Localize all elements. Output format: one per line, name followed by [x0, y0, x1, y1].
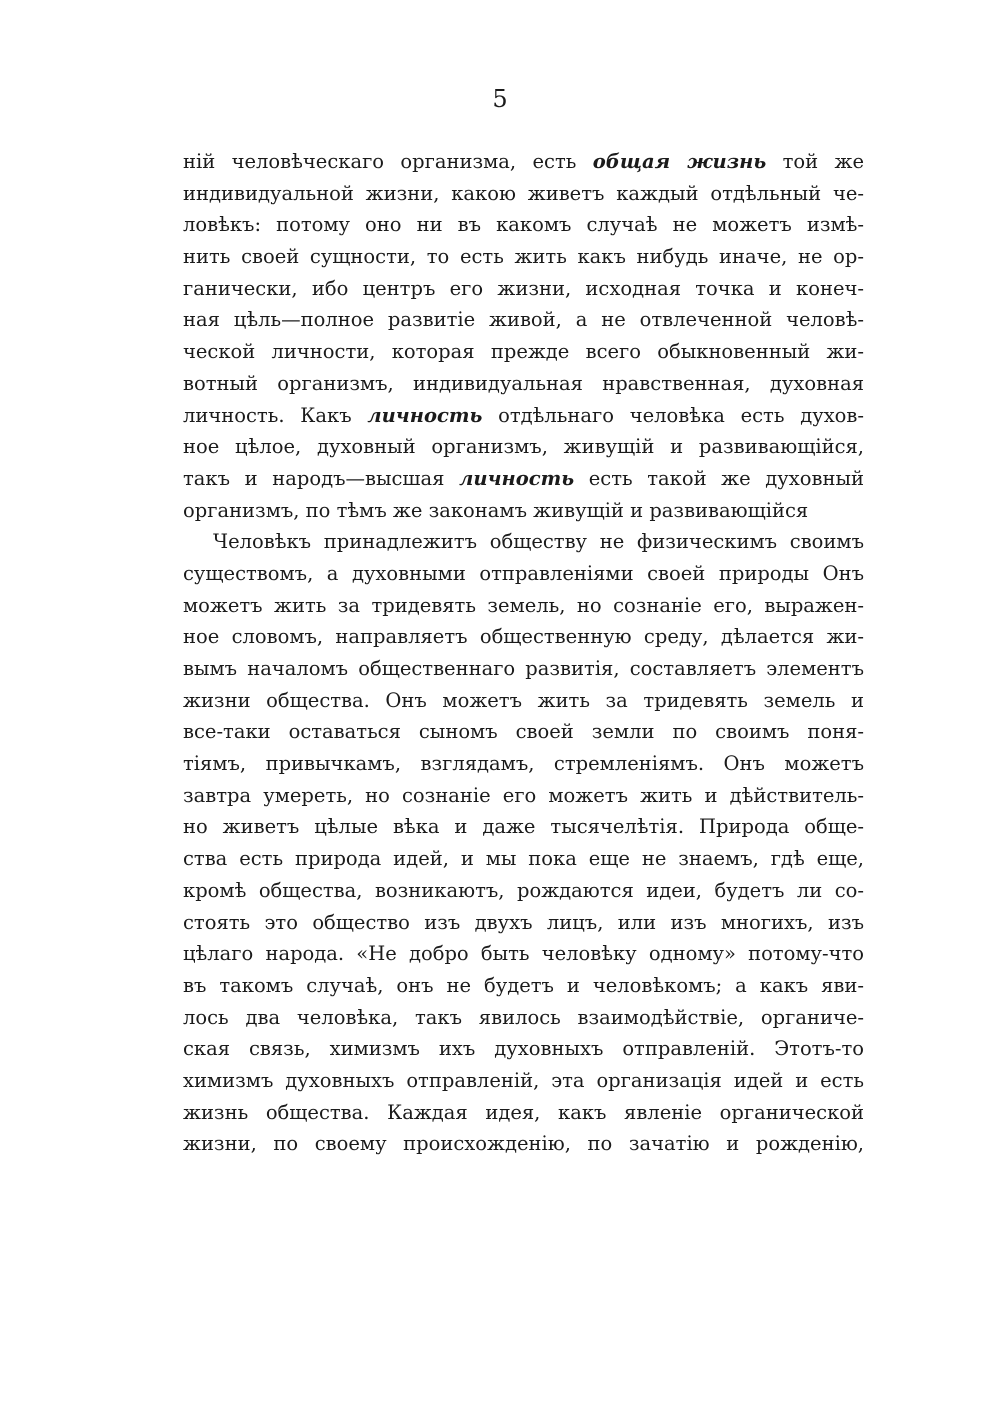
page-number: 5 — [492, 85, 508, 113]
text-line — [183, 304, 864, 336]
text-fragment: ганически, ибо центръ его жизни, исходная точка и конеч- — [183, 276, 864, 300]
text-line — [183, 1128, 864, 1160]
text-line — [183, 1002, 864, 1034]
text-fragment: лось два человѣка, такъ явилось взаимодѣйствіе, органиче- — [183, 1005, 864, 1029]
text-line — [183, 400, 864, 432]
text-fragment: вымъ началомъ общественнаго развитія, составляетъ элементъ — [183, 657, 864, 680]
text-line — [183, 558, 864, 590]
text-fragment: ная цѣль—полное развитіе живой, а не отвлеченной человѣ- — [183, 308, 864, 332]
text-fragment: ное словомъ, направляетъ общественную среду, дѣлается жи- — [183, 625, 864, 649]
text-line — [183, 907, 864, 939]
text-fragment: вотный организмъ, индивидуальная нравственная, духовная — [183, 371, 864, 395]
text-line — [183, 146, 864, 178]
text-line — [183, 970, 864, 1002]
text-fragment: Человѣкъ принадлежитъ обществу не физическимъ своимъ — [213, 530, 864, 554]
text-line — [183, 875, 864, 907]
text-fragment: стоять это общество изъ двухъ лицъ, или изъ многихъ, изъ — [183, 910, 864, 934]
emphasized-text: личность — [459, 466, 575, 490]
text-fragment: ное цѣлое, духовный организмъ, живущій и развивающійся, — [183, 435, 864, 459]
text-fragment: жизни общества. Онъ можетъ жить за тридевять земель и — [183, 688, 864, 712]
text-fragment: отдѣльнаго человѣка есть духов- — [482, 403, 864, 427]
text-fragment: есть такой же духовный — [574, 466, 864, 490]
text-fragment: жизни, по своему происхожденію, по зачатію и рожденію, — [183, 1132, 864, 1156]
text-line — [183, 526, 864, 558]
text-line — [183, 780, 864, 812]
text-line — [183, 685, 864, 717]
text-line — [183, 463, 864, 495]
text-line — [183, 495, 864, 527]
text-fragment: можетъ жить за тридевять земель, но сознаніе его, выражен- — [183, 593, 864, 617]
text-fragment: завтра умереть, но сознаніе его можетъ жить и дѣйствитель- — [183, 783, 864, 807]
text-fragment: личность. Какъ — [183, 403, 368, 427]
text-line — [183, 431, 864, 463]
emphasized-text: общая жизнь — [592, 150, 767, 173]
text-fragment: той же — [766, 150, 865, 173]
text-fragment: ловѣкъ: потому оно ни въ какомъ случаѣ не можетъ измѣ- — [183, 213, 864, 237]
text-fragment: въ такомъ случаѣ, онъ не будетъ и человѣкомъ; а какъ яви- — [183, 973, 864, 997]
text-line — [183, 748, 864, 780]
text-line — [183, 1097, 864, 1129]
text-fragment: индивидуальной жизни, какою живетъ каждый отдѣльный че- — [183, 181, 864, 205]
text-fragment: химизмъ духовныхъ отправленій, эта организація идей и есть — [183, 1068, 864, 1092]
text-line — [183, 336, 864, 368]
text-fragment: все-таки оставаться сыномъ своей земли по своимъ поня- — [183, 720, 864, 744]
text-line — [183, 938, 864, 970]
text-fragment: нить своей сущности, то есть жить какъ нибудь иначе, не ор- — [183, 245, 864, 269]
text-line — [183, 843, 864, 875]
text-fragment: цѣлаго народа. «Не добро быть человѣку одному» потому-что — [183, 942, 864, 966]
text-line — [183, 1033, 864, 1065]
text-line — [183, 209, 864, 241]
text-line — [183, 241, 864, 273]
text-fragment: такъ и народъ—высшая — [183, 466, 460, 490]
text-line — [183, 178, 864, 210]
text-fragment: тіямъ, привычкамъ, взглядамъ, стремленіямъ. Онъ можетъ — [183, 752, 864, 776]
text-fragment: ческой личности, которая прежде всего обыкновенный жи- — [183, 340, 864, 364]
text-line — [183, 811, 864, 843]
text-line — [183, 653, 864, 685]
text-fragment: ства есть природа идей, и мы пока еще не знаемъ, гдѣ еще, — [183, 847, 864, 871]
text-fragment: существомъ, а духовными отправленіями своей природы Онъ — [183, 561, 864, 585]
text-line — [183, 621, 864, 653]
text-fragment: но живетъ цѣлые вѣка и даже тысячелѣтія. Природа обще- — [183, 815, 864, 839]
emphasized-text: личность — [367, 403, 483, 427]
text-fragment: кромѣ общества, возникаютъ, рождаются идеи, будетъ ли со- — [183, 878, 864, 902]
text-line — [183, 716, 864, 748]
text-line — [183, 1065, 864, 1097]
body-text — [183, 146, 864, 1160]
text-fragment: жизнь общества. Каждая идея, какъ явленіе органической — [183, 1100, 864, 1124]
text-fragment: организмъ, по тѣмъ же законамъ живущій и развивающійся — [183, 498, 809, 522]
text-fragment: ская связь, химизмъ ихъ духовныхъ отправленій. Этотъ-то — [183, 1037, 864, 1061]
text-line — [183, 590, 864, 622]
text-fragment: ній человѣческаго организма, есть — [183, 150, 593, 173]
text-line — [183, 273, 864, 305]
text-line — [183, 368, 864, 400]
